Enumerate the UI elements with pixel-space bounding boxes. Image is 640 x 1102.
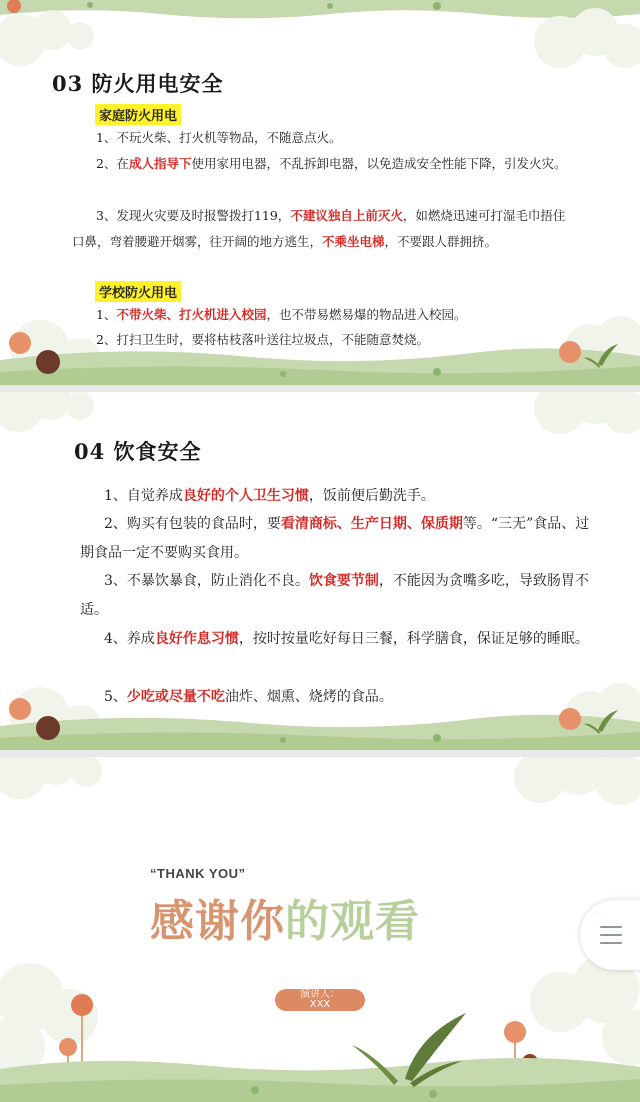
list-item bbox=[72, 203, 572, 255]
list-item bbox=[80, 625, 590, 654]
list-item bbox=[80, 510, 590, 568]
slide-separator bbox=[0, 385, 640, 392]
thanks-chinese-part1: 感谢你 bbox=[150, 896, 285, 947]
item-text: ，按时按量吃好每日三餐，科学膳食，保证足够的睡眠。 bbox=[238, 631, 589, 647]
item-text: ，饭前便后勤洗手。 bbox=[308, 488, 435, 504]
item-text: ，不要跟人群拥挤。 bbox=[384, 234, 498, 249]
item-text: ，也不带易燃易爆的物品进入校园。 bbox=[266, 307, 467, 322]
emphasis-text: 良好作息习惯 bbox=[154, 631, 239, 647]
item-text: 1、不玩火柴、打火机等物品，不随意点火。 bbox=[96, 130, 342, 145]
slide-food-safety bbox=[0, 392, 640, 750]
slide-fire-electric-safety bbox=[0, 0, 640, 385]
item-text: 3、不暴饮暴食，防止消化不良。 bbox=[104, 573, 309, 589]
slide-thank-you bbox=[0, 757, 640, 1102]
thanks-chinese bbox=[150, 885, 420, 949]
emphasis-text: 饮食要节制 bbox=[308, 573, 379, 589]
presenter-name: XXX bbox=[309, 999, 331, 1010]
list-item bbox=[80, 567, 590, 625]
emphasis-text: 不带火柴、打火机进入校园 bbox=[116, 307, 267, 322]
slide-separator bbox=[0, 750, 640, 757]
list-item bbox=[72, 327, 572, 353]
page-title: 03 防火用电安全 bbox=[52, 71, 224, 96]
list-item bbox=[80, 683, 590, 712]
item-text: ，不能因为贪嘴多吃，导致肠胃不适。 bbox=[80, 573, 589, 618]
item-text: 等。“三无”食品、过期食品一定不要购买食用。 bbox=[80, 516, 590, 561]
list-item bbox=[72, 302, 572, 328]
emphasis-text: 看清商标、生产日期、保质期 bbox=[280, 516, 463, 532]
item-text: 油炸、烟熏、烧烤的食品。 bbox=[224, 689, 393, 705]
item-text: 1、自觉养成 bbox=[104, 488, 183, 504]
emphasis-text: 良好的个人卫生习惯 bbox=[182, 488, 309, 504]
thanks-english: “THANK YOU” bbox=[150, 866, 246, 881]
item-text: 1、 bbox=[96, 307, 117, 322]
presenter-label: 演讲人： bbox=[300, 989, 340, 1000]
emphasis-text: 不建议独自上前灭火 bbox=[290, 208, 403, 223]
item-text: ，如燃烧迅速可打湿毛巾捂住口鼻，弯着腰避开烟雾，往开阔的地方逃生， bbox=[72, 208, 566, 249]
item-text: 5、 bbox=[104, 689, 127, 705]
section-label-home: 家庭防火用电 bbox=[95, 104, 181, 125]
item-text: 使用家用电器，不乱拆卸电器，以免造成安全性能下降，引发火灾。 bbox=[191, 156, 567, 171]
section-label-school: 学校防火用电 bbox=[95, 281, 181, 302]
page-title: 04 饮食安全 bbox=[74, 439, 202, 464]
list-item bbox=[72, 151, 572, 177]
list-item bbox=[72, 125, 572, 151]
presenter-badge bbox=[275, 989, 365, 1011]
list-item bbox=[80, 482, 590, 511]
thanks-chinese-part2: 的观看 bbox=[285, 896, 420, 947]
item-text: 2、购买有包装的食品时，要 bbox=[104, 516, 281, 532]
item-text: 2、在 bbox=[96, 156, 129, 171]
item-text: 3、发现火灾要及时报警拨打119， bbox=[96, 208, 291, 223]
emphasis-text: 不乘坐电梯 bbox=[322, 234, 385, 249]
item-text: 2、打扫卫生时，要将枯枝落叶送往垃圾点，不能随意焚烧。 bbox=[96, 332, 429, 347]
emphasis-text: 成人指导下 bbox=[128, 156, 192, 171]
emphasis-text: 少吃或尽量不吃 bbox=[126, 689, 225, 705]
item-text: 4、养成 bbox=[104, 631, 155, 647]
